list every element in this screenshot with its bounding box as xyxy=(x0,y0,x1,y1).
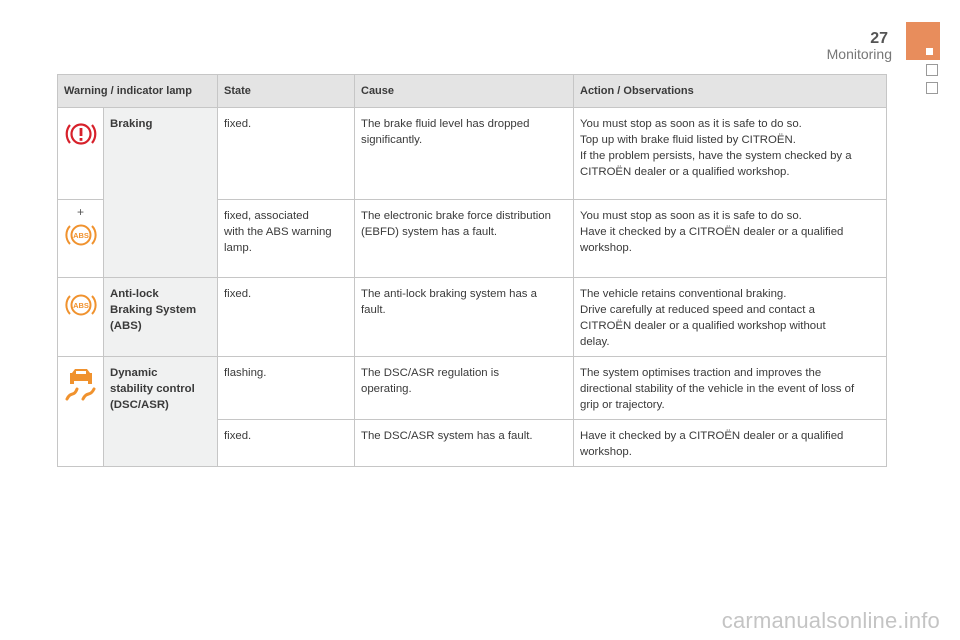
table-header-row xyxy=(58,75,887,108)
state-cell: fixed. xyxy=(218,278,355,357)
chapter-tab-empty[interactable] xyxy=(926,82,938,94)
section-title: Monitoring xyxy=(826,46,892,62)
watermark: carmanualsonline.info xyxy=(721,608,940,633)
action-cell: Have it checked by a CITROËN dealer or a qualified workshop. xyxy=(574,420,887,467)
action-cell: You must stop as soon as it is safe to do so. Have it checked by a CITROËN dealer or a qualified workshop. xyxy=(574,200,887,278)
column-header-lamp: Warning / indicator lamp xyxy=(58,75,218,108)
table-row xyxy=(58,108,887,200)
table-row xyxy=(58,278,887,357)
icon-cell xyxy=(58,357,104,467)
action-cell: You must stop as soon as it is safe to do so. Top up with brake fluid listed by CITROËN. If the problem persists, have the system checked by a CITROËN dealer or a qualified workshop. xyxy=(574,108,887,200)
cause-cell: The anti-lock braking system has a fault. xyxy=(355,278,574,357)
icon-cell xyxy=(58,278,104,357)
abs-warning-icon xyxy=(64,222,98,248)
chapter-tab[interactable] xyxy=(906,22,940,60)
cause-cell: The DSC/ASR regulation is operating. xyxy=(355,357,574,420)
state-cell: fixed. xyxy=(218,420,355,467)
cause-cell: The electronic brake force distribution (EBFD) system has a fault. xyxy=(355,200,574,278)
lamp-name-dsc: Dynamic stability control (DSC/ASR) xyxy=(104,357,218,467)
plus-sign: + xyxy=(76,205,84,219)
skid-control-icon xyxy=(64,367,98,403)
column-header-cause: Cause xyxy=(355,75,574,108)
icon-cell xyxy=(58,200,104,278)
lamp-name-braking: Braking xyxy=(104,108,218,278)
column-header-action: Action / Observations xyxy=(574,75,887,108)
lamp-name-abs: Anti-lock Braking System (ABS) xyxy=(104,278,218,357)
brake-warning-icon xyxy=(64,120,98,148)
abs-icon-text: ABS xyxy=(72,301,89,310)
column-header-state: State xyxy=(218,75,355,108)
page-number: 27 xyxy=(870,30,888,47)
table-row xyxy=(58,357,887,420)
state-cell: fixed. xyxy=(218,108,355,200)
action-cell: The vehicle retains conventional braking. Drive carefully at reduced speed and contact a CITROËN dealer or a qualified workshop without delay. xyxy=(574,278,887,357)
abs-warning-icon xyxy=(64,292,98,318)
state-cell: flashing. xyxy=(218,357,355,420)
tab-marker xyxy=(926,48,933,55)
warning-lamp-table xyxy=(57,74,887,467)
action-cell: The system optimises traction and improves the directional stability of the vehicle in the event of loss of grip or trajectory. xyxy=(574,357,887,420)
cause-cell: The brake fluid level has dropped significantly. xyxy=(355,108,574,200)
abs-icon-text: ABS xyxy=(72,231,89,240)
state-cell: fixed, associated with the ABS warning lamp. xyxy=(218,200,355,278)
chapter-tab-empty[interactable] xyxy=(926,64,938,76)
icon-cell xyxy=(58,108,104,200)
cause-cell: The DSC/ASR system has a fault. xyxy=(355,420,574,467)
